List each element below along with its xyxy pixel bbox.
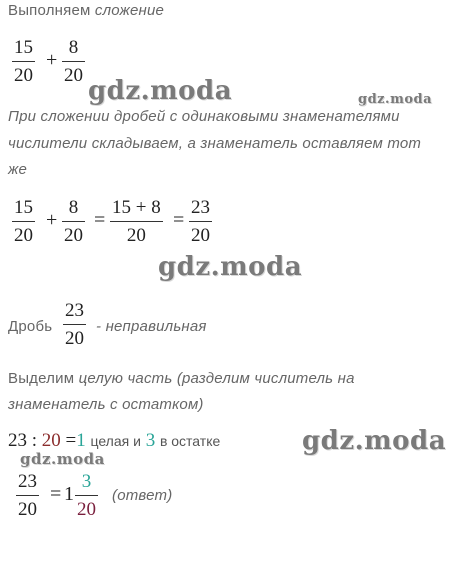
equals-sign: = [50,483,62,505]
watermark: gdz.moda [302,426,447,456]
denominator: 20 [64,65,83,86]
equals-sign: = [65,430,77,451]
fraction-15-20 [12,197,35,247]
numerator: 8 [68,197,79,218]
watermark: gdz.moda [158,252,303,282]
fraction-bar [16,495,39,496]
dividend: 23 [8,430,27,451]
watermark: gdz.moda [88,76,233,106]
fraction-bar [75,495,98,496]
denominator: 20 [126,225,146,246]
numerator: 15 + 8 [112,197,161,218]
watermark: gdz.moda [358,92,433,107]
whole-word-1: Выделим [8,370,75,387]
numerator: 15 [14,197,33,218]
fraction-bar [189,221,212,222]
numerator: 23 [18,471,37,492]
fraction-23-20 [63,300,86,350]
whole-part: 1 [64,483,74,505]
denominator: 20 [64,225,83,246]
improper-note: - неправильная [96,318,207,335]
fraction-8-20 [62,197,85,247]
fraction-sum [110,197,163,247]
fraction-15-20 [12,37,35,87]
numerator: 23 [191,197,210,218]
division-mid-text: целая и [90,433,141,449]
denominator: 20 [14,225,33,246]
remainder: 3 [145,430,156,451]
fraction-23-20 [16,471,39,521]
rule-line-2: числители складываем, а знаменатель оставляем тот [8,135,422,152]
watermark: gdz.moda [20,450,105,468]
numerator: 8 [68,37,79,58]
equals-sign: = [173,209,185,231]
answer-note: (ответ) [112,487,173,504]
numerator: 15 [14,37,33,58]
plus-sign: + [46,209,58,231]
colon-sign: : [31,430,38,451]
plus-sign: + [46,49,58,71]
numerator: 3 [81,471,92,492]
division-tail-text: в остатке [159,433,221,449]
divisor: 20 [41,430,61,451]
heading-word-1: Выполняем [8,2,91,19]
whole-part-line-1 [8,370,355,387]
denominator: 20 [77,499,96,520]
fraction-bar [12,221,35,222]
heading-word-2: сложение [94,2,165,19]
denominator: 20 [18,499,37,520]
numerator: 23 [65,300,84,321]
whole-part-line-2: знаменатель с остатком) [8,396,204,413]
rule-line-3: же [8,161,28,178]
fraction-bar [110,221,163,222]
improper-label: Дробь [8,318,53,335]
rule-line-1: При сложении дробей с одинаковыми знаменателями [8,108,400,125]
denominator: 20 [14,65,33,86]
fraction-23-20 [189,197,212,247]
quotient: 1 [76,430,86,451]
division-line [8,430,220,452]
fraction-8-20 [62,37,85,87]
mixed-fraction [75,471,98,521]
denominator: 20 [191,225,210,246]
whole-rest: целую часть (разделим числитель на [78,370,355,387]
equals-sign: = [94,209,106,231]
fraction-bar [62,61,85,62]
step-heading-addition [8,2,164,19]
fraction-bar [12,61,35,62]
denominator: 20 [65,328,84,349]
fraction-bar [63,324,86,325]
fraction-bar [62,221,85,222]
